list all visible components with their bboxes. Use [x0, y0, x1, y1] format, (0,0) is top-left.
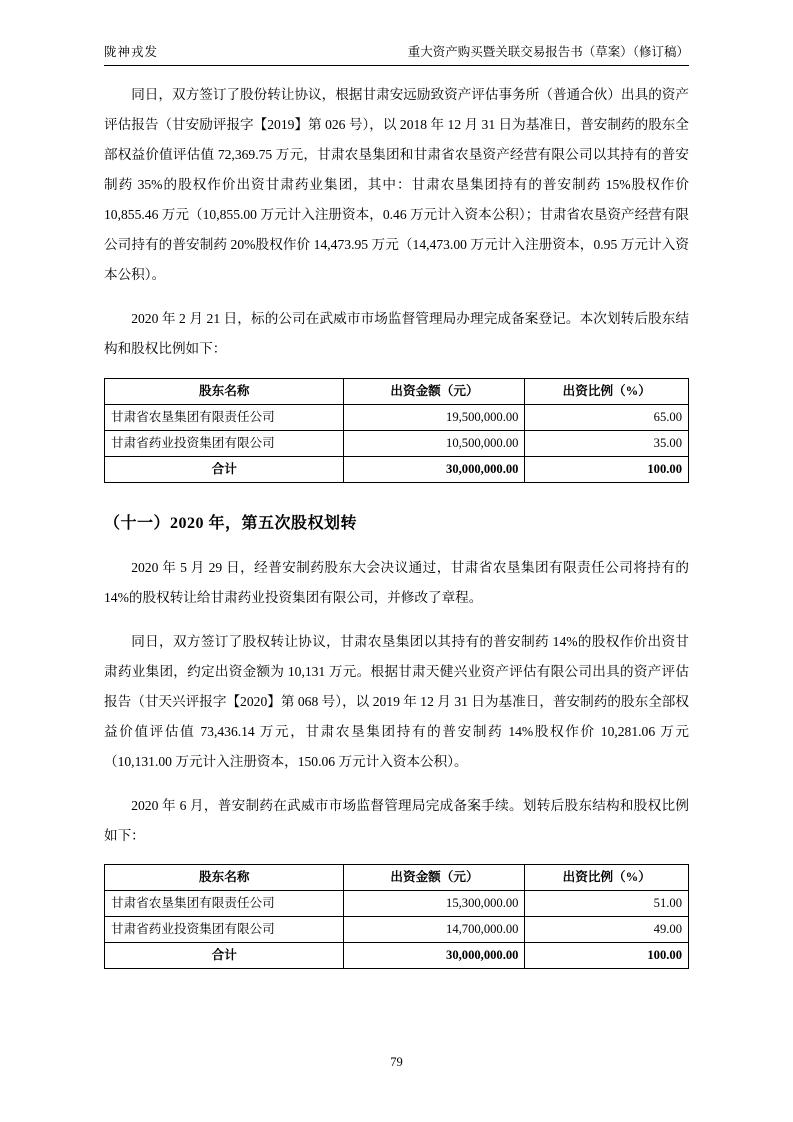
shareholder-table-2 [104, 864, 689, 969]
contribution-ratio: 35.00 [525, 430, 689, 456]
shareholder-name: 甘肃省药业投资集团有限公司 [105, 430, 344, 456]
shareholder-name: 甘肃省药业投资集团有限公司 [105, 917, 344, 943]
table-header-row [105, 378, 689, 404]
table-header-cell: 股东名称 [105, 378, 344, 404]
table-row [105, 404, 689, 430]
total-label: 合计 [105, 456, 344, 482]
section-title: （十一）2020 年，第五次股权划转 [104, 514, 358, 532]
table-header-row [105, 865, 689, 891]
page-content [104, 42, 689, 969]
header-company-name: 陇神戎发 [104, 45, 159, 59]
table-header-cell: 出资比例（%） [525, 378, 689, 404]
total-ratio: 100.00 [525, 943, 689, 969]
shareholder-table-1 [104, 378, 689, 483]
total-label: 合计 [105, 943, 344, 969]
header-document-title: 重大资产购买暨关联交易报告书（草案）（修订稿） [407, 45, 689, 59]
contribution-amount: 14,700,000.00 [344, 917, 525, 943]
table-total-row [105, 943, 689, 969]
total-amount: 30,000,000.00 [344, 943, 525, 969]
total-amount: 30,000,000.00 [344, 456, 525, 482]
page-number: 79 [390, 1055, 403, 1069]
table-row [105, 430, 689, 456]
table-header-cell: 股东名称 [105, 865, 344, 891]
table-header-cell: 出资金额（元） [344, 865, 525, 891]
total-ratio: 100.00 [525, 456, 689, 482]
shareholder-name: 甘肃省农垦集团有限责任公司 [105, 404, 344, 430]
contribution-amount: 19,500,000.00 [344, 404, 525, 430]
paragraph-5: 2020 年 6 月，普安制药在武威市市场监督管理局完成备案手续。划转后股东结构和股权比例如下： [104, 797, 689, 843]
paragraph-1: 同日，双方签订了股份转让协议，根据甘肃安远励致资产评估事务所（普通合伙）出具的资产评估报告（甘安励评报字【2019】第 026 号），以 2018 年 12 月 31 日为基准日，普安制药的股东全部权益价值评估值 72,369.75 万元，甘肃农垦集团和甘肃省农垦资产经营有限公司以其持有的普安制药 35%的股权作价出资甘肃药业集团，其中：甘肃农垦集团持有的普安制药 15%股权作价 10,855.46 万元（10,855.00 万元计入注册资本，0.46 万元计入资本公积）；甘肃省农垦资产经营有限公司持有的普安制药 20%股权作价 14,473.95 万元（14,473.00 万元计入注册资本，0.95 万元计入资本公积）。 [104, 87, 689, 282]
paragraph-4: 同日，双方签订了股权转让协议，甘肃农垦集团以其持有的普安制药 14%的股权作价出资甘肃药业集团，约定出资金额为 10,131 万元。根据甘肃天健兴业资产评估有限公司出具的资产评估报告（甘天兴评报字【2020】第 068 号），以 2019 年 12 月 31 日为基准日，普安制药的股东全部权益价值评估值 73,436.14 万元，甘肃农垦集团持有的普安制药 14%股权作价 10,281.06 万元（10,131.00 万元计入注册资本，150.06 万元计入资本公积）。 [104, 633, 689, 769]
contribution-ratio: 49.00 [525, 917, 689, 943]
contribution-amount: 15,300,000.00 [344, 891, 525, 917]
table-total-row [105, 456, 689, 482]
table-row [105, 917, 689, 943]
shareholder-name: 甘肃省农垦集团有限责任公司 [105, 891, 344, 917]
paragraph-2: 2020 年 2 月 21 日，标的公司在武威市市场监督管理局办理完成备案登记。本次划转后股东结构和股权比例如下： [104, 311, 689, 356]
page-header [104, 42, 689, 66]
contribution-ratio: 65.00 [525, 404, 689, 430]
contribution-amount: 10,500,000.00 [344, 430, 525, 456]
contribution-ratio: 51.00 [525, 891, 689, 917]
paragraph-3: 2020 年 5 月 29 日，经普安制药股东大会决议通过，甘肃省农垦集团有限责任公司将持有的 14%的股权转让给甘肃药业投资集团有限公司，并修改了章程。 [104, 559, 689, 605]
table-header-cell: 出资金额（元） [344, 378, 525, 404]
table-row [105, 891, 689, 917]
table-header-cell: 出资比例（%） [525, 865, 689, 891]
